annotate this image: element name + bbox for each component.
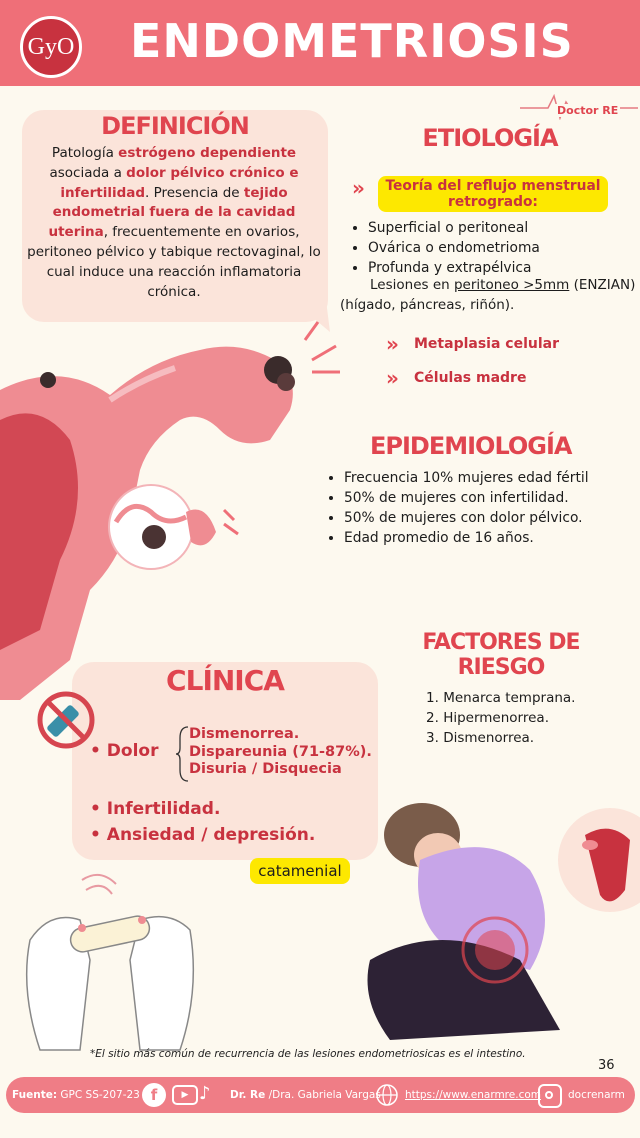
facebook-icon[interactable]: f	[142, 1083, 166, 1107]
stem-cells-text: Células madre	[414, 370, 527, 386]
instagram-icon[interactable]	[538, 1084, 562, 1108]
list-item: • 50% de mujeres con infertilidad.	[344, 488, 636, 508]
ovary-detail-illustration	[106, 482, 246, 576]
website-link[interactable]: https://www.enarmre.com	[405, 1089, 541, 1101]
lesion-text	[370, 277, 640, 293]
recurrence-note: *El sitio más común de recurrencia de las lesiones endometriosicas es el intestino.	[90, 1048, 526, 1060]
gyo-logo: GyO	[20, 16, 82, 78]
list-item: • Superficial o peritoneal	[368, 218, 630, 238]
list-item: • Infertilidad.	[90, 799, 221, 819]
list-item: 3. Dismenorrea.	[426, 730, 535, 746]
clinical-heading: CLÍNICA	[166, 664, 284, 697]
brand-watermark: Doctor RE	[557, 104, 619, 117]
list-item: 2. Hipermenorrea.	[426, 710, 549, 726]
def-text-2: asociada a	[49, 164, 127, 181]
list-item: • Profunda y extrapélvica	[368, 258, 630, 278]
epidemiology-heading: EPIDEMIOLOGÍA	[370, 432, 572, 460]
def-highlight-estrogeno: estrógeno dependiente	[118, 145, 297, 161]
no-drug-icon	[36, 690, 96, 754]
list-item: • Edad promedio de 16 años.	[344, 528, 636, 548]
clinical-list	[90, 796, 315, 848]
lesion-pre: Lesiones en	[370, 277, 454, 293]
chevron-right-icon: »	[352, 176, 365, 200]
organs-text: (hígado, páncreas, riñón).	[340, 297, 515, 313]
def-text-5: , frecuentemente en ovarios, peritoneo pélvico y tabique rectovaginal, lo cual induce una reacción inflamatoria crónica.	[27, 224, 321, 300]
instagram-handle: docrenarm	[568, 1089, 625, 1101]
author-text: Dr. Re /Dra. Gabriela Vargas	[230, 1089, 381, 1101]
dolor-item: Disuria / Disquecia	[189, 761, 342, 777]
risk-factors-list	[426, 688, 626, 748]
pregnancy-test-illustration	[20, 870, 200, 1064]
catamenial-badge: catamenial	[250, 858, 350, 884]
dolor-brace	[176, 726, 190, 786]
lesion-post: (ENZIAN)	[569, 277, 636, 293]
def-highlight-tejido: tejido endometrial	[52, 184, 288, 221]
epidemiology-list	[326, 468, 636, 548]
lesion-underline: peritoneo >5mm	[453, 277, 570, 293]
list-item: • Frecuencia 10% mujeres edad fértil	[344, 468, 636, 488]
dolor-label: • Dolor	[90, 741, 159, 761]
list-item: • Ovárica o endometrioma	[368, 238, 630, 258]
def-highlight-fuera: fuera de la cavidad uterina	[48, 204, 296, 241]
globe-icon	[375, 1083, 399, 1111]
list-item: 1. Menarca temprana.	[426, 690, 576, 706]
tiktok-icon[interactable]: ♪	[199, 1083, 211, 1104]
etiology-heading: ETIOLOGÍA	[422, 124, 558, 152]
dolor-items	[189, 726, 372, 779]
woman-pain-illustration	[360, 800, 640, 1054]
reflux-theory-text: Teoría del reflujo menstrual retrogrado:	[385, 178, 601, 210]
page-title: ENDOMETRIOSIS	[130, 14, 574, 68]
definition-heading: DEFINICIÓN	[101, 112, 249, 140]
chevron-right-icon: »	[386, 366, 399, 390]
source-text: Fuente: GPC SS-207-23	[12, 1089, 140, 1101]
etiology-list	[350, 218, 630, 278]
dolor-item: Dismenorrea.	[189, 726, 300, 742]
metaplasia-text: Metaplasia celular	[414, 336, 559, 352]
def-text-3: . Presencia de	[145, 184, 244, 201]
page-number: 36	[598, 1058, 615, 1073]
risk-factors-heading: FACTORES DE RIESGO	[422, 630, 580, 680]
list-item: • 50% de mujeres con dolor pélvico.	[344, 508, 636, 528]
definition-text	[24, 144, 324, 302]
chevron-right-icon: »	[386, 332, 399, 356]
def-highlight-dolor: dolor pélvico crónico e infertilidad	[60, 164, 299, 201]
youtube-icon[interactable]: ▶	[172, 1085, 198, 1105]
list-item: • Ansiedad / depresión.	[90, 825, 316, 845]
dolor-item: Dispareunia (71-87%).	[189, 743, 372, 760]
def-text-1: Patología	[51, 145, 119, 161]
